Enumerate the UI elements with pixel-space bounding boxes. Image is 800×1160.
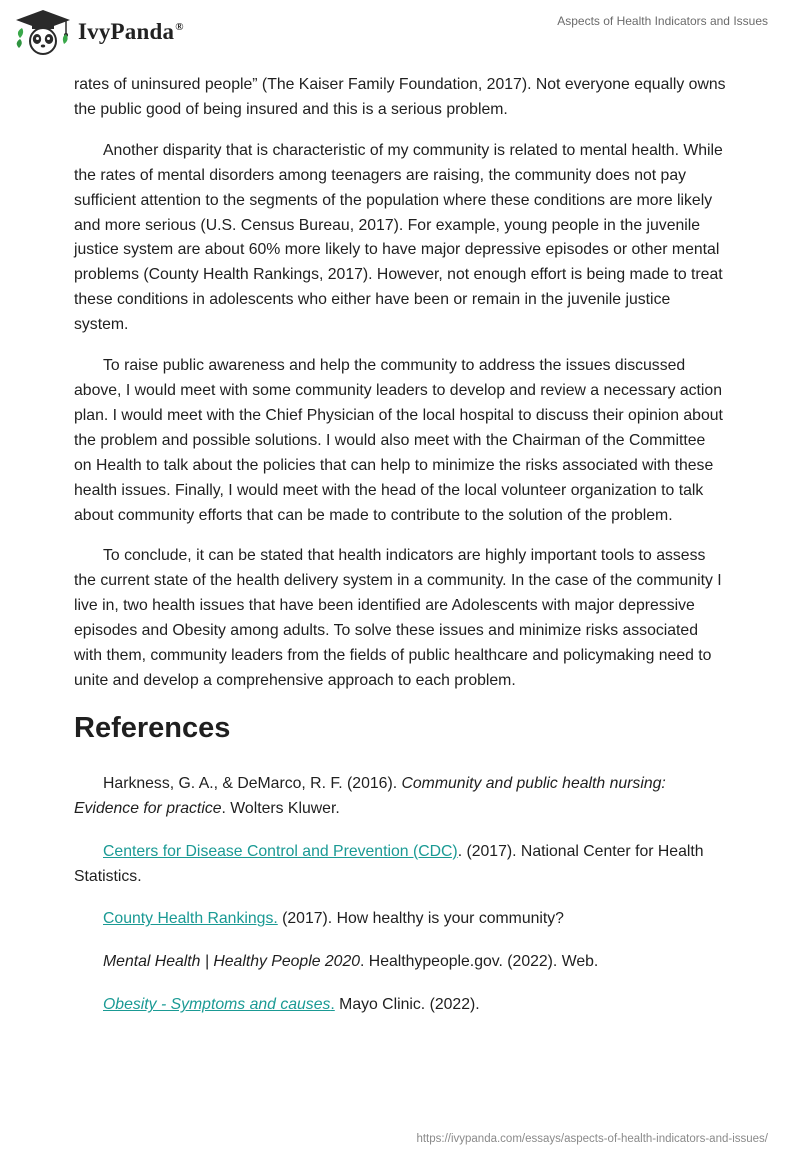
reference-title: Mental Health | Healthy People 2020 [103,953,361,971]
references-heading: References [74,711,231,744]
obesity-link[interactable] [103,996,335,1013]
document-title: Aspects of Health Indicators and Issues [557,14,768,28]
reference-item [74,950,726,975]
reference-item [74,772,726,822]
obesity-link-text: Obesity - Symptoms and causes [103,996,331,1014]
link-suffix: . [330,996,335,1014]
reference-details: . (2017). National Center for Health Statistics. [74,842,704,885]
page-header [0,0,800,68]
panda-graduate-icon [14,8,72,56]
reference-authors: Harkness, G. A., & DeMarco, R. F. (2016). [103,774,402,792]
ivypanda-logo[interactable] [14,8,184,56]
brand-text: IvyPanda [78,19,175,44]
reference-item [74,840,726,890]
cdc-link[interactable]: Centers for Disease Control and Prevention (CDC) [103,842,458,860]
source-url: https://ivypanda.com/essays/aspects-of-health-indicators-and-issues/ [416,1133,768,1145]
paragraph: Another disparity that is characteristic of my community is related to mental health. While the rates of mental disorders among teenagers are raising, the community does not pay sufficient attention to the segments of the population where these conditions are more likely and more serious (U.S. Census Bureau, 2017). For example, young people in the juvenile justice system are about 60% more likely to have major depressive episodes or other mental problems (County Health Rankings, 2017). However, not enough effort is being made to treat these conditions in adolescents who either have been or remain in the juvenile justice system. [74,141,723,334]
reference-details: . Wolters Kluwer. [221,799,340,817]
brand-name [78,19,184,45]
reference-item [74,907,726,932]
reference-details: Mayo Clinic. (2022). [334,996,480,1014]
reference-details: (2017). How healthy is your community? [277,910,564,928]
reference-item [74,993,726,1018]
paragraph: To conclude, it can be stated that health indicators are highly important tools to assess the current state of the health delivery system in a community. In the case of the community I live in, two health issues that have been identified are Adolescents with major depressive episodes and Obesity among adults. To solve these issues and minimize risks associated with them, community leaders from the fields of public healthcare and policymaking need to unite and develop a comprehensive approach to each problem. [74,547,722,689]
essay-body [74,73,726,1036]
paragraph: rates of uninsured people” (The Kaiser Family Foundation, 2017). Not everyone equally owns the public good of being insured and this is a serious problem. [74,76,726,118]
paragraph: To raise public awareness and help the community to address the issues discussed above, I would meet with some community leaders to develop and review a necessary action plan. I would meet with the Chief Physician of the local hospital to discuss their opinion about the problem and possible solutions. I would also meet with the Chairman of the Committee on Health to talk about the policies that can help to minimize the risks associated with these health issues. Finally, I would meet with the head of the local volunteer organization to talk about community efforts that can be made to contribute to the solution of the problem. [74,357,723,524]
county-health-rankings-link[interactable]: County Health Rankings. [103,910,278,928]
reference-title: Community and public health nursing: Evidence for practice [74,774,666,817]
reference-details: . Healthypeople.gov. (2022). Web. [360,953,599,971]
registered-mark: ® [175,21,184,33]
